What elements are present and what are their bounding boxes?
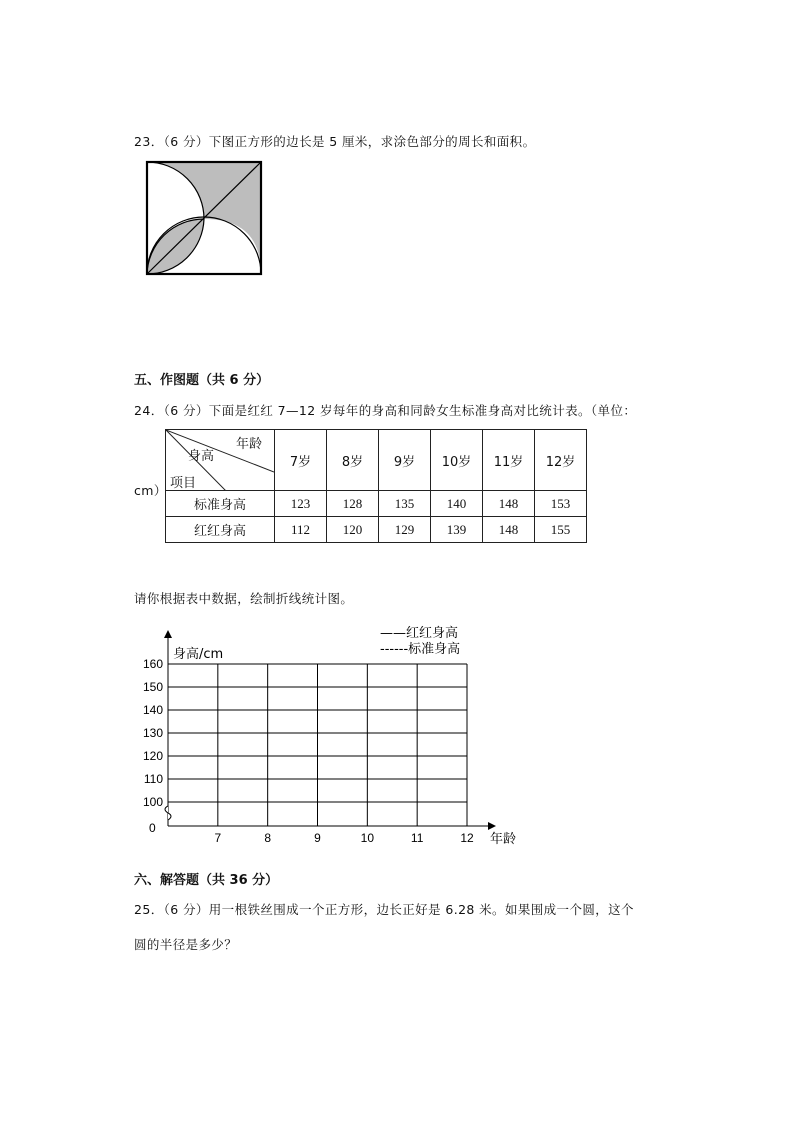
age-header-12: 12岁 [535, 430, 587, 491]
x-axis-label: 年龄 [490, 832, 517, 847]
x-tick-label: 7 [214, 831, 222, 845]
age-header-8: 8岁 [327, 430, 379, 491]
square-figure [140, 155, 270, 280]
y-tick-label: 140 [142, 703, 163, 717]
question-23-text: 23．（6 分）下图正方形的边长是 5 厘米，求涂色部分的周长和面积。 [134, 134, 536, 149]
table-cell: 139 [431, 517, 483, 543]
x-tick-label: 10 [360, 831, 375, 845]
question-24-text: 24．（6 分）下面是红红 7—12 岁每年的身高和同龄女生标准身高对比统计表。（单位： [134, 403, 637, 418]
legend-red: ——红红身高 [380, 626, 459, 641]
y-tick-label: 150 [142, 680, 163, 694]
y-tick-label: 160 [142, 657, 163, 671]
table-corner-cell [166, 430, 275, 491]
height-table [165, 429, 587, 543]
legend-standard: ------标准身高 [380, 642, 461, 657]
chart-grid [168, 664, 467, 826]
corner-height-label: 身高 [188, 449, 215, 464]
question-24-unit: cm） [134, 483, 167, 498]
y-tick-label: 120 [142, 749, 163, 763]
table-cell: 148 [483, 517, 535, 543]
corner-age-label: 年龄 [236, 437, 263, 452]
y-tick-label: 130 [142, 726, 163, 740]
section-6-title: 六、解答题（共 36 分） [134, 873, 279, 888]
y-axis-label: 身高/cm [173, 647, 224, 662]
line-chart [130, 618, 530, 848]
table-cell: 128 [327, 491, 379, 517]
origin-label: 0 [149, 821, 156, 835]
y-tick-label: 110 [143, 772, 163, 786]
table-cell: 148 [483, 491, 535, 517]
axis-break [165, 806, 171, 820]
chart-instruction: 请你根据表中数据，绘制折线统计图。 [134, 591, 354, 606]
x-tick-label: 8 [264, 831, 272, 845]
x-tick-label: 12 [460, 831, 474, 845]
x-tick-label: 11 [410, 831, 424, 845]
age-header-9: 9岁 [379, 430, 431, 491]
section-5-title: 五、作图题（共 6 分） [134, 373, 270, 388]
row-label: 红红身高 [166, 517, 275, 543]
y-tick-label: 100 [142, 795, 163, 809]
table-cell: 153 [535, 491, 587, 517]
age-header-10: 10岁 [431, 430, 483, 491]
table-cell: 129 [379, 517, 431, 543]
question-25-line2: 圆的半径是多少？ [134, 937, 238, 952]
table-row [166, 491, 587, 517]
question-25-line1: 25．（6 分）用一根铁丝围成一个正方形，边长正好是 6.28 米。如果围成一个圆，这个 [134, 902, 634, 917]
table-cell: 120 [327, 517, 379, 543]
table-cell: 112 [275, 517, 327, 543]
table-cell: 140 [431, 491, 483, 517]
row-label: 标准身高 [166, 491, 275, 517]
corner-item-label: 项目 [170, 476, 197, 491]
age-header-7: 7岁 [275, 430, 327, 491]
table-cell: 123 [275, 491, 327, 517]
table-cell: 155 [535, 517, 587, 543]
table-cell: 135 [379, 491, 431, 517]
x-tick-label: 9 [314, 831, 321, 845]
age-header-11: 11岁 [483, 430, 535, 491]
table-row [166, 517, 587, 543]
